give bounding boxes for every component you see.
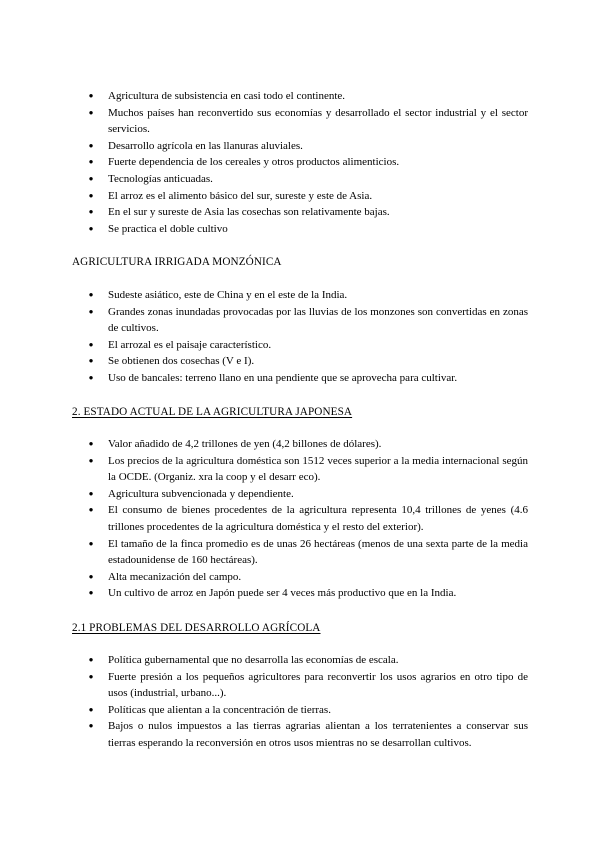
list-item [72, 304, 528, 337]
list-item-text: Desarrollo agrícola en las llanuras aluviales. [108, 139, 303, 152]
problemas-bullet-list [72, 652, 528, 752]
bullet-icon: ● [88, 704, 94, 714]
list-item-text: En el sur y sureste de Asia las cosechas son relativamente bajas. [108, 206, 390, 219]
list-item-text: Tecnologías anticuadas. [108, 172, 213, 185]
list-item-text: Fuerte dependencia de los cereales y otros productos alimenticios. [108, 156, 400, 169]
list-item [72, 652, 528, 669]
bullet-icon: ● [88, 655, 94, 664]
list-item-text: El consumo de bienes procedentes de la agricultura representa 10,4 trillones de yenes (4.6 trillones procedentes de la agricultura doméstica y el resto del exterior). [108, 504, 528, 533]
list-item-text: Se practica el doble cultivo [108, 222, 228, 235]
list-item [72, 221, 528, 238]
list-item-text: Política gubernamental que no desarrolla las economías de escala. [108, 654, 399, 666]
list-item [72, 204, 528, 221]
list-item [72, 88, 528, 105]
list-item-text: Agricultura de subsistencia en casi todo el continente. [108, 90, 346, 102]
bullet-icon: ● [88, 173, 94, 183]
heading-japon [72, 404, 528, 420]
list-item [72, 502, 528, 535]
list-item [72, 353, 528, 370]
bullet-icon: ● [88, 588, 94, 598]
heading-monzonica-text: AGRICULTURA IRRIGADA MONZÓNICA [72, 256, 282, 268]
bullet-icon: ● [88, 372, 94, 382]
list-item [72, 171, 528, 188]
bullet-icon: ● [88, 505, 94, 515]
list-item-text: Se obtienen dos cosechas (V e I). [108, 355, 255, 368]
bullet-icon: ● [88, 488, 94, 498]
list-item-text: El tamaño de la finca promedio es de unas 26 hectáreas (menos de una sexta parte de la media estadounidense de 160 hectáreas). [108, 537, 528, 567]
list-item [72, 154, 528, 171]
japon-section [72, 436, 528, 602]
list-item [72, 287, 528, 304]
bullet-icon: ● [88, 207, 94, 217]
list-item [72, 105, 528, 138]
bullet-icon: ● [88, 721, 94, 731]
bullet-icon: ● [88, 339, 94, 349]
problemas-section [72, 652, 528, 752]
list-item [72, 669, 528, 702]
list-item-text: Uso de bancales: terreno llano en una pendiente que se aprovecha para cultivar. [108, 371, 458, 384]
bullet-icon: ● [88, 306, 94, 316]
bullet-icon: ● [88, 107, 94, 117]
list-item-text: Grandes zonas inundadas provocadas por las lluvias de los monzones son convertidas en zonas de cultivos. [108, 305, 528, 335]
heading-problemas-text: 2.1 PROBLEMAS DEL DESARROLLO AGRÍCOLA [72, 622, 321, 634]
bullet-icon: ● [88, 91, 94, 100]
bullet-icon: ● [88, 538, 94, 548]
list-item-text: Fuerte presión a los pequeños agricultores para reconvertir los usos agrarios en otro tipo de usos (industrial, urbano...). [108, 670, 528, 700]
bullet-icon: ● [88, 140, 94, 150]
heading-japon-text: 2. ESTADO ACTUAL DE LA AGRICULTURA JAPONESA [72, 406, 353, 418]
list-item [72, 536, 528, 569]
bullet-icon: ● [88, 356, 94, 366]
list-item-text: El arroz es el alimento básico del sur, sureste y este de Asia. [108, 189, 373, 202]
bullet-icon: ● [88, 190, 94, 200]
list-item-text: Alta mecanización del campo. [108, 570, 242, 583]
bullet-icon: ● [88, 439, 94, 448]
bullet-icon: ● [88, 223, 94, 233]
heading-monzonica [72, 254, 528, 270]
list-item [72, 370, 528, 387]
bullet-icon: ● [88, 290, 94, 299]
list-item [72, 702, 528, 719]
heading-problemas [72, 620, 528, 636]
list-item [72, 188, 528, 205]
list-item-text: Valor añadido de 4,2 trillones de yen (4,2 billones de dólares). [108, 438, 382, 450]
list-item-text: Bajos o nulos impuestos a las tierras agrarias alientan a los terratenientes a conservar sus tierras esperando la reconversión en otros usos mientras no se desarrollan cultivos. [108, 720, 528, 749]
list-item [72, 138, 528, 155]
intro-bullet-list [72, 88, 528, 237]
list-item-text: Un cultivo de arroz en Japón puede ser 4 veces más productivo que en la India. [108, 587, 457, 600]
monzonica-section [72, 287, 528, 387]
list-item [72, 453, 528, 486]
monzonica-bullet-list [72, 287, 528, 387]
list-item-text: El arrozal es el paisaje característico. [108, 338, 272, 351]
list-item-text: Los precios de la agricultura doméstica son 1512 veces superior a la media internacional según la OCDE. (Organiz. xra la coop y el desarr eco). [108, 454, 528, 484]
list-item [72, 486, 528, 503]
bullet-icon: ● [88, 571, 94, 581]
bullet-icon: ● [88, 455, 94, 465]
list-item-text: Sudeste asiático, este de China y en el este de la India. [108, 289, 348, 301]
list-item [72, 718, 528, 751]
bullet-icon: ● [88, 671, 94, 681]
intro-section [72, 88, 528, 237]
list-item-text: Muchos países han reconvertido sus economías y desarrollado el sector industrial y el sector servicios. [108, 106, 528, 136]
japon-bullet-list [72, 436, 528, 602]
bullet-icon: ● [88, 157, 94, 167]
list-item [72, 436, 528, 453]
list-item [72, 337, 528, 354]
list-item-text: Políticas que alientan a la concentración de tierras. [108, 703, 331, 716]
list-item [72, 585, 528, 602]
list-item [72, 569, 528, 586]
list-item-text: Agricultura subvencionada y dependiente. [108, 487, 294, 500]
